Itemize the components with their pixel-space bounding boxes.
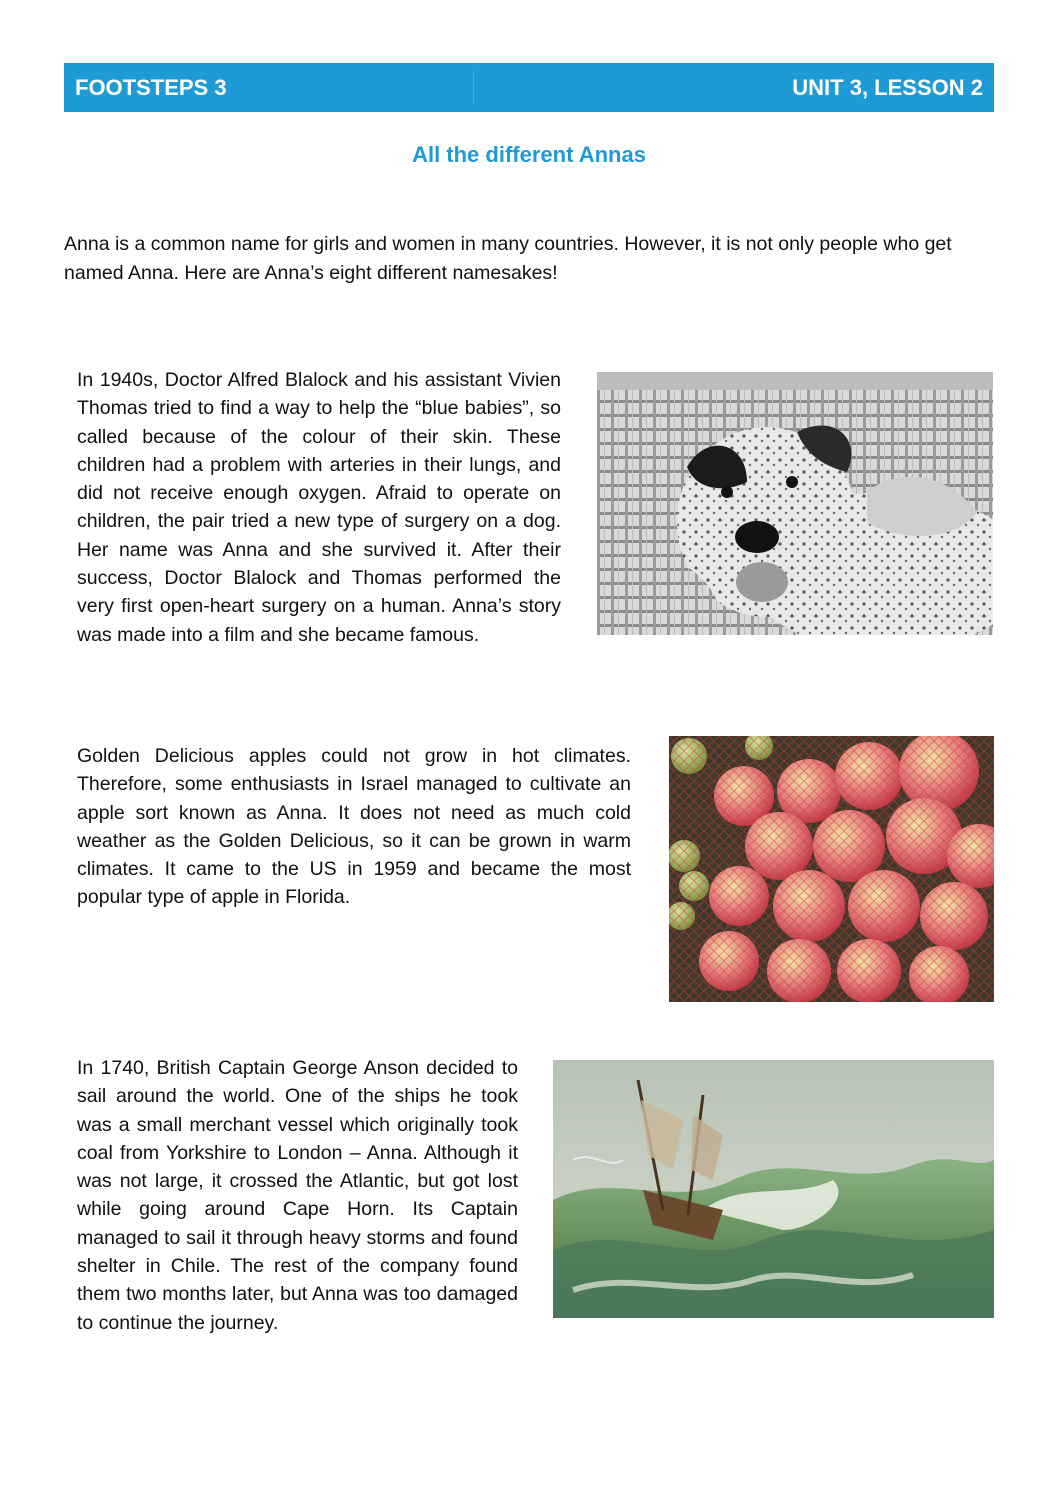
intro-paragraph: Anna is a common name for girls and women in many countries. However, it is not only people who get named Anna. Here are Anna’s eight different namesakes! xyxy=(64,233,952,284)
page-header xyxy=(64,63,994,112)
dog-photo xyxy=(597,372,993,635)
page-title: All the different Annas xyxy=(412,142,646,167)
ship-painting xyxy=(553,1060,994,1318)
section-apple-text: Golden Delicious apples could not grow in hot climates. Therefore, some enthusiasts in Israel managed to cultivate an apple sort known as Anna. It does not need as much cold weather as the Golden Delicious, so it can be grown in warm climates. It came to the US in 1959 and became the most popular type of apple in Florida. xyxy=(77,745,631,909)
section-ship-text: In 1740, British Captain George Anson decided to sail around the world. One of the ships he took was a small merchant vessel which originally took coal from Yorkshire to London – Anna. Although it was not large, it crossed the Atlantic, but got lost while going around Cape Horn. Its Captain managed to sail it through heavy storms and found shelter in Chile. The rest of the company found them two months later, but Anna was too damaged to continue the journey. xyxy=(77,1057,518,1334)
section-dog-text: In 1940s, Doctor Alfred Blalock and his assistant Vivien Thomas tried to find a way to help the “blue babies”, so called because of the colour of their skin. These children had a problem with arteries in their lungs, and did not receive enough oxygen. Afraid to operate on children, the pair tried a new type of surgery on a dog. Her name was Anna and she survived it. After their success, Doctor Blalock and Thomas performed the very first open-heart surgery on a human. Anna’s story was made into a film and she became famous. xyxy=(77,369,561,646)
apples-photo xyxy=(669,736,994,1002)
series-title: FOOTSTEPS 3 xyxy=(75,75,227,100)
unit-lesson-label: UNIT 3, LESSON 2 xyxy=(792,75,983,100)
header-divider xyxy=(473,71,474,104)
